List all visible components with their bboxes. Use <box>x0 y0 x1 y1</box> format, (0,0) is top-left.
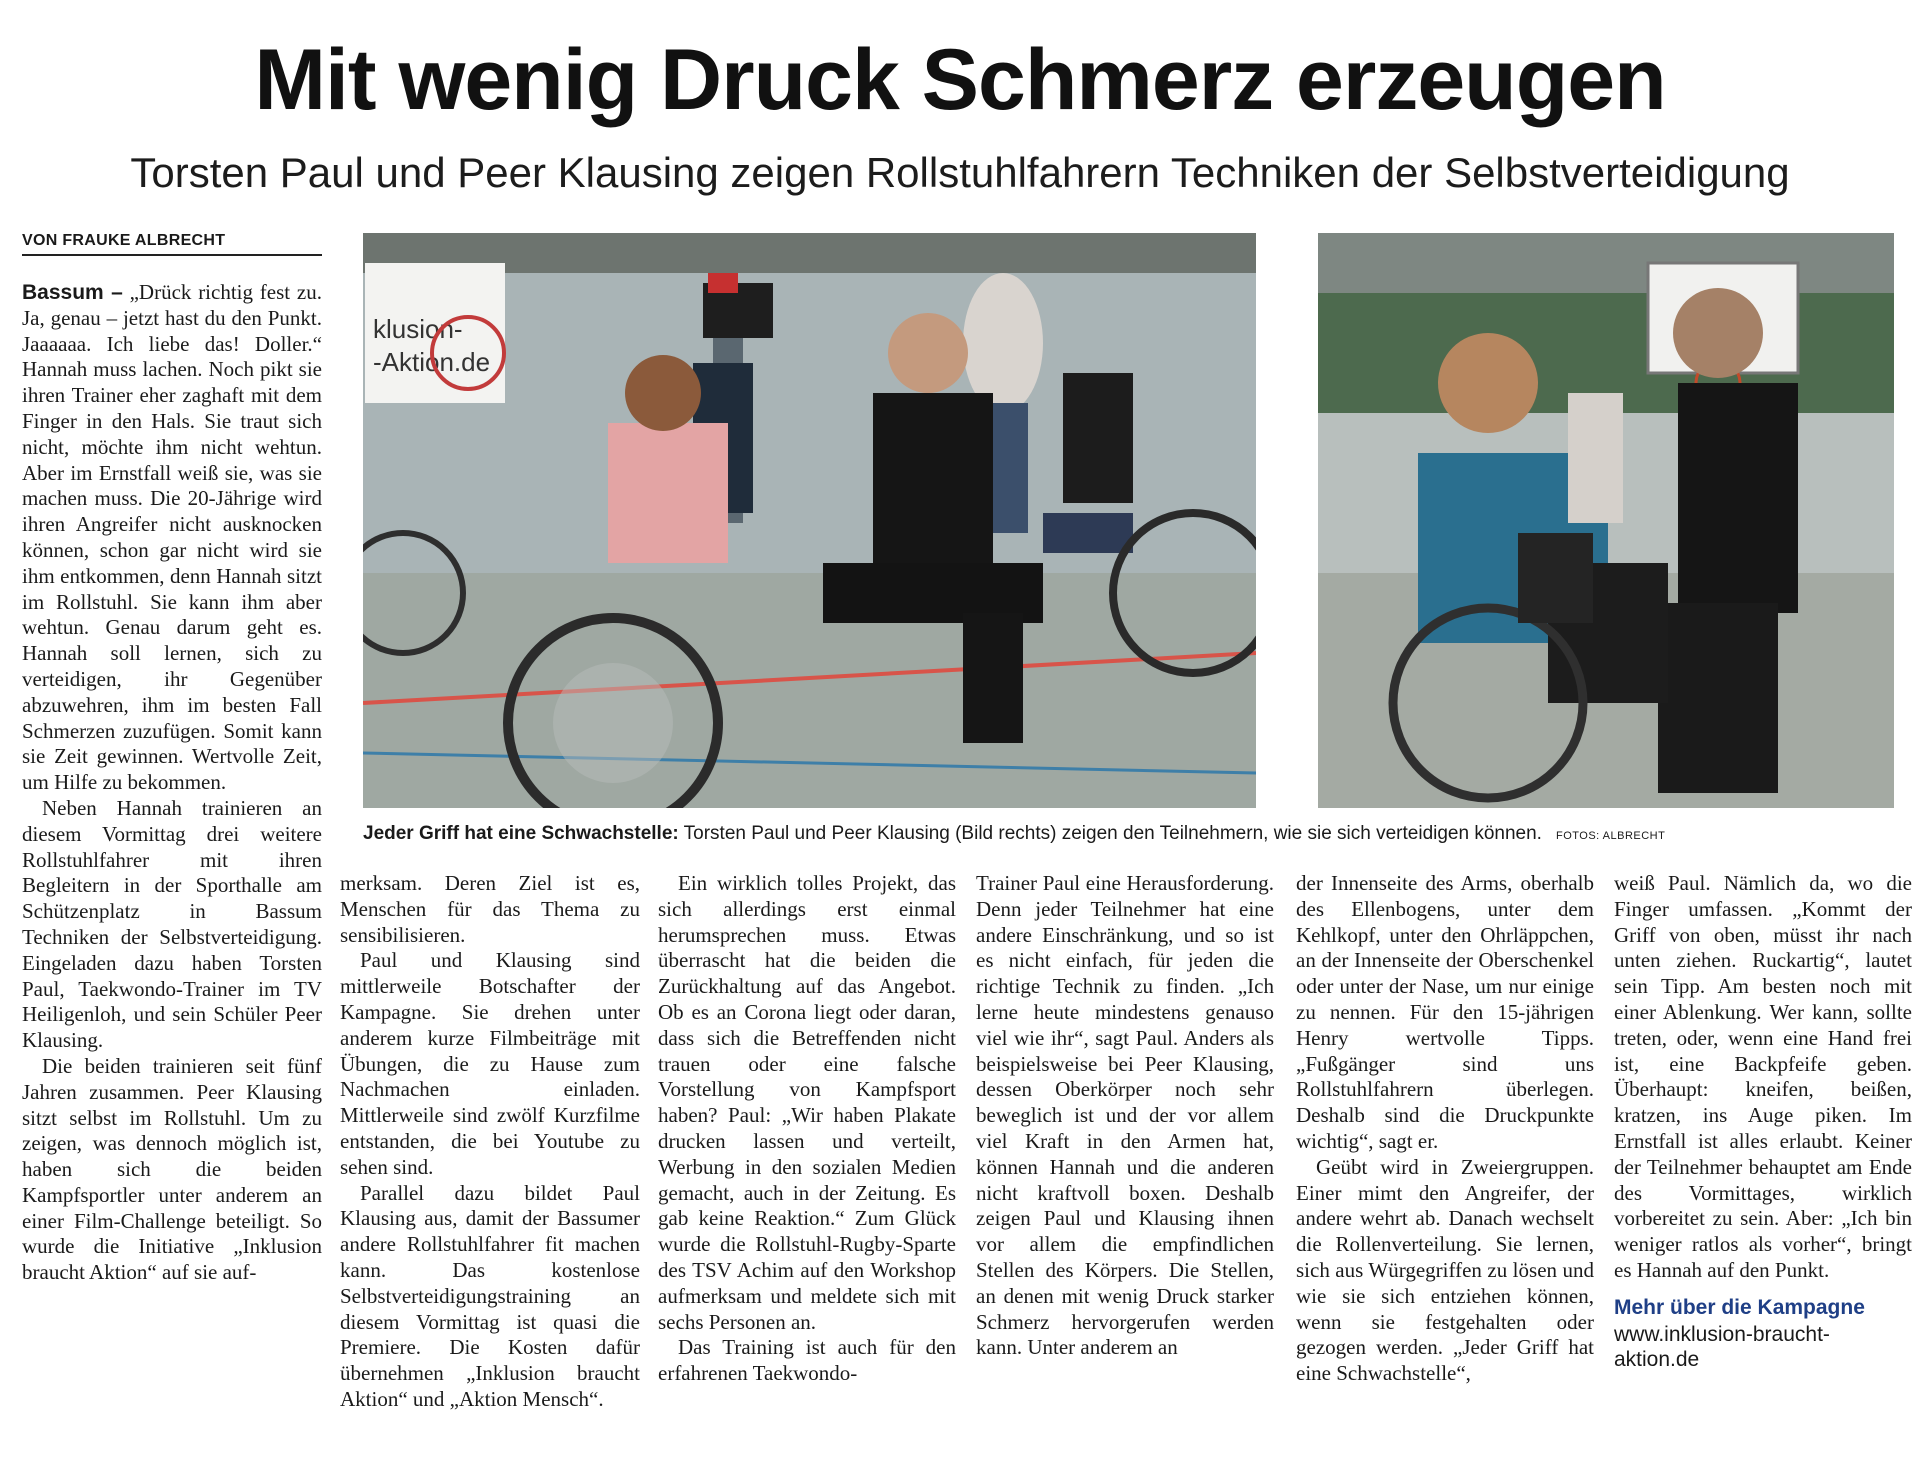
caption-lead: Jeder Griff hat eine Schwachstelle: <box>363 823 679 844</box>
subheadline: Torsten Paul und Peer Klausing zeigen Rollstuhlfahrern Techniken der Selbstverteidigung <box>130 149 1790 196</box>
article-column-1 <box>22 280 322 1286</box>
article-paragraph: Trainer Paul eine Herausforderung. Denn jeder Teilnehmer hat eine andere Einschränkung, und so ist es nicht einfach, für jeden die richtige Technik zu finden. „Ich lerne heute mindestens genauso viel wie ihr“, sagt Paul. Anders als beispielsweise bei Peer Klausing, dessen Oberkörper noch sehr beweglich ist und der vor allem viel Kraft in den Armen hat, können Hannah und die anderen nicht kraftvoll boxen. Deshalb zeigen Paul und Klausing ihnen vor allem die empfindlichen Stellen des Körpers. Die Stellen, an denen mit wenig Druck starker Schmerz hervorgerufen werden kann. Unter anderem an <box>976 871 1274 1360</box>
dateline-place: Bassum – <box>22 281 123 304</box>
photo-caption <box>363 820 1894 850</box>
photo-illustration-1 <box>363 233 1256 808</box>
article-paragraph: Paul und Klausing sind mittlerweile Botschafter der Kampagne. Sie drehen unter anderem kurze Filmbeiträge mit Übungen, die zu Hause zum Nachmachen einladen. Mittlerweile sind zwölf Kurzfilme entstanden, die bei Youtube zu sehen sind. <box>340 948 640 1179</box>
article-paragraph: weiß Paul. Nämlich da, wo die Finger umfassen. „Kommt der Griff von oben, müsst ihr nach unten ziehen. Ruckartig“, lautet sein Tipp. Am besten noch mit einer Ablenkung. Wer kann, sollte treten, oder, wenn eine Hand frei ist, eine Backpfeife geben. Überhaupt: kneifen, beißen, kratzen, ins Auge piken. Im Ernstfall ist alles erlaubt. Keiner der Teilnehmer behauptet am Ende des Vormittages, wirklich vorbereitet zu sein. Aber: „Ich bin weniger ratlos als vorher“, bringt es Hannah auf den Punkt. <box>1614 871 1912 1282</box>
article-paragraph: Neben Hannah trainieren an diesem Vormittag drei weitere Rollstuhlfahrer mit ihren Begleitern in der Sporthalle am Schützenplatz in Bassum Techniken der Selbstverteidigung. Eingeladen dazu haben Torsten Paul, Taekwondo-Trainer im TV Heiligenloh, und sein Schüler Peer Klausing. <box>22 795 322 1053</box>
article-paragraph: Bassum – „Drück richtig fest zu. Ja, genau – jetzt hast du den Punkt. Jaaaaaa. Ich liebe das! Doller.“ Hannah muss lachen. Noch pikt sie ihren Trainer eher zaghaft mit dem Finger in den Hals. Sie traut sich nicht, möchte ihm nicht wehtun. Aber im Ernstfall weiß sie, was sie machen muss. Die 20-Jährige wird ihren Angreifer nicht ausknocken können, schon gar nicht wird sie ihm entkommen, denn Hannah sitzt im Rollstuhl. Sie kann ihm aber wehtun. Genau darum geht es. Hannah soll lernen, sich zu verteidigen, ihr Gegenüber abzuwehren, ihm im besten Fall Schmerzen zuzufügen. Somit kann sie Zeit gewinnen. Wertvolle Zeit, um Hilfe zu bekommen. <box>22 280 323 795</box>
article-paragraph: der Innenseite des Arms, oberhalb des Ellenbogens, unter dem Kehlkopf, unter den Ohrläppchen, an der Innenseite der Oberschenkel oder unter der Nase, um nur einige zu nennen. Für den 15-jährigen Henry wertvolle Tipps. „Fußgänger sind uns Rollstuhlfahrern überlegen. Deshalb sind die Druckpunkte wichtig“, sagt er. <box>1296 871 1594 1153</box>
caption-text: Torsten Paul und Peer Klausing (Bild rechts) zeigen den Teilnehmern, wie sie sich verteidigen können. <box>678 823 1542 844</box>
photo-illustration-2 <box>1318 233 1894 808</box>
article-paragraph: Die beiden trainieren seit fünf Jahren zusammen. Peer Klausing sitzt selbst im Rollstuhl. Um zu zeigen, was dennoch möglich ist, haben sich die beiden Kampfsportler unter anderem an einer Film-Challenge beteiligt. So wurde die Initiative „Inklusion braucht Aktion“ auf sie auf- <box>22 1053 322 1285</box>
article-column-4 <box>976 871 1274 1361</box>
article-paragraph: Parallel dazu bildet Paul Klausing aus, damit der Bassumer andere Rollstuhlfahrer fit machen kann. Das kostenlose Selbstverteidigungstraining an diesem Vormittag ist quasi die Premiere. Die Kosten dafür übernehmen „Inklusion braucht Aktion“ und „Aktion Mensch“. <box>340 1180 640 1411</box>
article-column-3 <box>658 871 956 1387</box>
article-column-5 <box>1296 871 1594 1387</box>
headline: Mit wenig Druck Schmerz erzeugen <box>254 32 1666 128</box>
campaign-heading: Mehr über die Kampagne <box>1614 1295 1865 1319</box>
banner-text-1: klusion- <box>373 314 463 344</box>
campaign-link[interactable]: www.inklusion-braucht-aktion.de <box>1614 1322 1830 1371</box>
article-column-6 <box>1614 871 1912 1372</box>
photo-wheelchair-training-1 <box>363 233 1256 808</box>
article-paragraph: Ein wirklich tolles Projekt, das sich allerdings erst einmal herumsprechen muss. Etwas überrascht hat die beiden die Zurückhaltung auf das Angebot. Ob es an Corona liegt oder daran, dass sich die Betreffenden nicht trauen oder eine falsche Vorstellung von Kampfsport haben? Paul: „Wir haben Plakate drucken lassen und verteilt, Werbung in den sozialen Medien gemacht, auch in der Zeitung. Es gab keine Reaktion.“ Zum Glück wurde die Rollstuhl-Rugby-Sparte des TSV Achim auf den Workshop aufmerksam und meldete sich mit sechs Personen an. <box>658 871 956 1334</box>
banner-text-2: -Aktion.de <box>373 347 491 377</box>
article-paragraph: Geübt wird in Zweiergruppen. Einer mimt den Angreifer, der andere wehrt ab. Danach wechselt die Rollenverteilung. Sie lernen, sich aus Würgegriffen zu lösen und wie sie sich entziehen können, wenn sie festgehalten oder gezogen werden. „Jeder Griff hat eine Schwachstelle“, <box>1296 1154 1594 1386</box>
photo-wheelchair-training-2 <box>1318 233 1894 808</box>
photo-credit: FOTOS: ALBRECHT <box>1555 830 1666 842</box>
byline: VON FRAUKE ALBRECHT <box>22 232 322 256</box>
article-paragraph: merksam. Deren Ziel ist es, Menschen für das Thema zu sensibilisieren. <box>340 871 640 947</box>
article-paragraph: Das Training ist auch für den erfahrenen Taekwondo- <box>658 1335 956 1386</box>
article-column-2 <box>340 871 640 1413</box>
